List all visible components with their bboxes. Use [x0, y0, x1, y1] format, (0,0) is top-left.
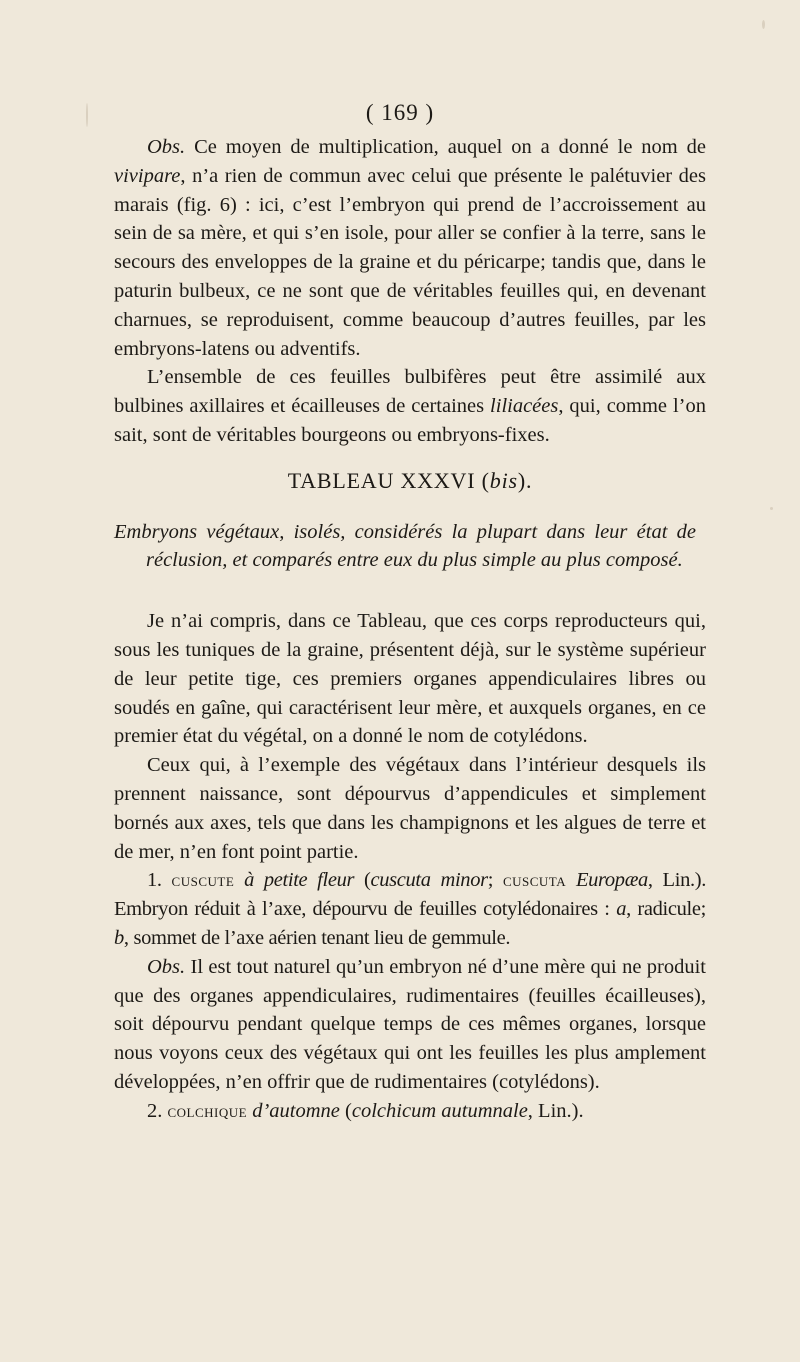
italic-term: liliacées: [490, 395, 559, 418]
text: , Lin.).: [527, 1099, 584, 1122]
text: , sommet de l’axe aérien tenant lieu de gemmule.: [123, 926, 511, 949]
text: L’ensemble de ces feuilles bulbifères peut être assimilé aux bulbines axillaires et écailleuses de certaines: [114, 366, 706, 418]
table-title: [114, 467, 706, 496]
italic-term: à petite fleur: [234, 869, 364, 892]
text: (: [364, 869, 371, 892]
paragraph-ceux: Ceux qui, à l’exemple des végétaux dans l’intérieur desquels ils prennent naissance, sont dépourvus d’appendicules et simplement bornés aux axes, tels que dans les champignons et les algues de terre et de mer, n’en font point partie.: [114, 754, 706, 863]
title-text: TABLEAU XXXVI (: [287, 467, 490, 493]
text: Ce moyen de multiplication, auquel on a donné le nom de: [185, 136, 706, 158]
page-number: ( 169 ): [365, 100, 435, 125]
text: , radicule;: [626, 898, 706, 921]
small-caps-name: cuscuta: [502, 870, 567, 891]
italic-letter: a: [616, 898, 627, 921]
paragraph-obs-2: [114, 953, 706, 1097]
small-caps-name: cuscute: [171, 870, 235, 891]
text: Il est tout naturel qu’un embryon né d’une mère qui ne produit que des organes appendiculaires, rudimentaires (feuilles écailleuses), soit dépourvu pendant quelque temps de ces mêmes organes, lorsque nous voyons ceux des végétaux qui ont les feuilles les plus amplement développées, n’en offrir que de rudimentaires (cotylédons).: [114, 955, 706, 1093]
paragraph-tableau: Je n’ai compris, dans ce Tableau, que ces corps reproducteurs qui, sous les tuniques de la graine, présentent déjà, sur le système supérieur de leur petite tige, ces premiers organes appendiculaires libres ou soudés en gaîne, qui caractérisent leur mère, et auxquels organes, en ce premier état du végétal, on a donné le nom de cotylédons.: [114, 610, 706, 748]
item-number: 1.: [147, 869, 172, 892]
italic-latin: colchicum autumnale: [351, 1099, 528, 1122]
text: , n’a rien de commun avec celui que présente le palétuvier des marais (fig. 6) : ici, c’est l’embryon qui prend de l’accroissement au sein de sa mère, et qui s’en isole, pour aller se confier à la terre, sans le secours des enveloppes de la graine et du péricarpe; tandis que, dans le paturin bulbeux, ce ne sont que de véritables feuilles qui, en devenant charnues, se reproduisent, comme beaucoup d’autres feuilles, par les embryons-latens ou adventifs.: [114, 164, 706, 360]
table-subtitle: Embryons végétaux, isolés, considérés la plupart dans leur état de réclusion, et comparés entre eux du plus simple au plus composé.: [114, 520, 696, 572]
title-end: ).: [517, 467, 533, 493]
text: , qui, comme l’on sait, sont de véritables bourgeons ou embryons-fixes.: [114, 395, 706, 446]
italic-latin: cuscuta minor: [370, 869, 488, 892]
page-body: [114, 133, 706, 1126]
small-caps-name: colchique: [167, 1100, 248, 1121]
text: (: [345, 1099, 352, 1122]
title-italic: bis: [489, 467, 518, 493]
obs-label: Obs.: [147, 136, 186, 158]
list-item-cuscute: [114, 866, 706, 952]
item-number: 2.: [147, 1099, 168, 1122]
obs-label: Obs.: [147, 955, 186, 978]
paragraph-obs-1: [114, 133, 706, 363]
text: , Lin.). Embryon réduit à l’axe, dépourvu de feuilles cotylédonaires :: [114, 869, 706, 921]
italic-term: d’automne: [247, 1099, 346, 1122]
italic-letter: b: [114, 926, 124, 949]
paragraph-ensemble: [114, 363, 706, 449]
ink-speck: [770, 507, 773, 510]
ink-speck: [762, 20, 765, 29]
italic-latin: Europæa: [566, 869, 648, 892]
italic-term: vivipare: [114, 164, 181, 187]
list-item-colchique: [114, 1097, 706, 1126]
text: ;: [487, 869, 503, 892]
